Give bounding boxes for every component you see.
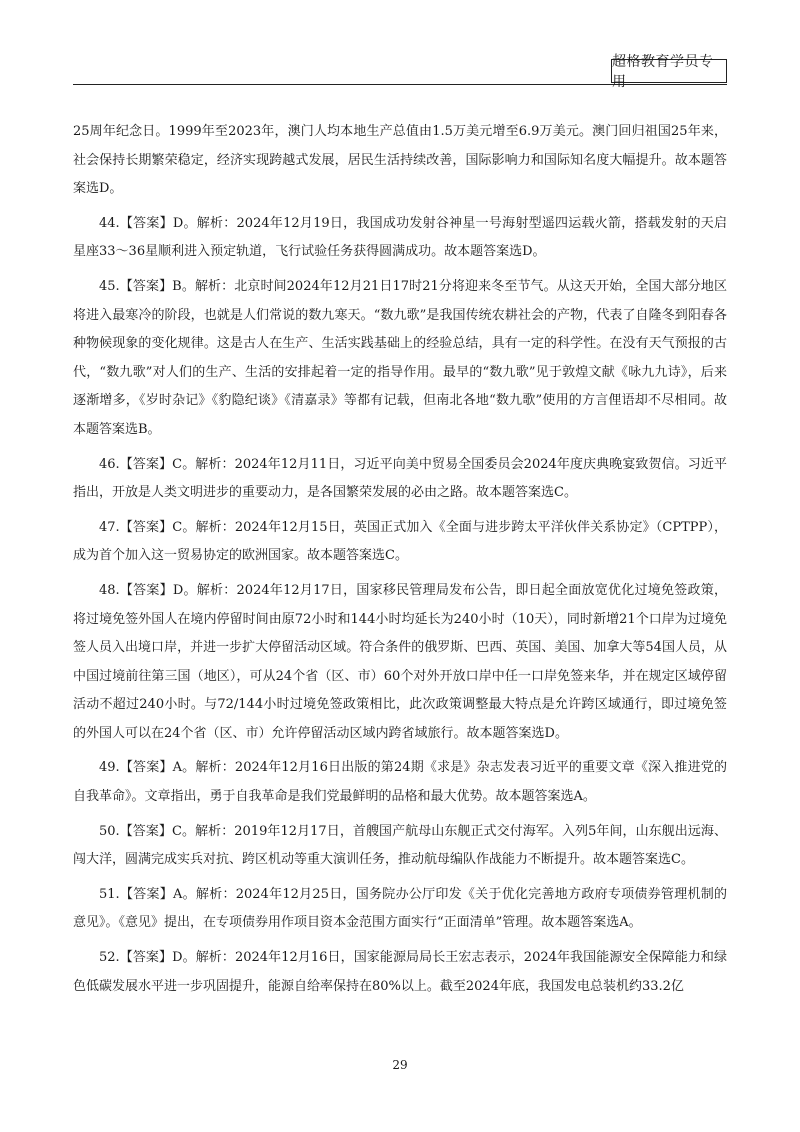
answer-47: 47.【答案】C。解析：2024年12月15日，英国正式加入《全面与进步跨太平洋伙伴关系协定》（CPTPP），成为首个加入这一贸易协定的欧洲国家。故本题答案选C。 <box>73 519 727 564</box>
answer-51: 51.【答案】A。解析：2024年12月25日，国务院办公厅印发《关于优化完善地方政府专项债券管理机制的意见》。《意见》提出，在专项债券用作项目资本金范围方面实行“正面清单”管理。故本题答案选A。 <box>73 886 727 931</box>
answer-49: 49.【答案】A。解析：2024年12月16日出版的第24期《求是》杂志发表习近平的重要文章《深入推进党的自我革命》。文章指出，勇于自我革命是我们党最鲜明的品格和最大优势。故本题答案选A。 <box>73 760 727 805</box>
answer-52: 52.【答案】D。解析：2024年12月16日，国家能源局局长王宏志表示，2024年我国能源安全保障能力和绿色低碳发展水平进一步巩固提升，能源自给率保持在80%以上。截至2024年底，我国发电总装机约33.2亿 <box>73 950 727 994</box>
answer-46: 46.【答案】C。解析：2024年12月11日，习近平向美中贸易全国委员会2024年度庆典晚宴致贺信。习近平指出，开放是人类文明进步的重要动力，是各国繁荣发展的必由之路。故本题答案选C。 <box>73 456 727 501</box>
page-number: 29 <box>392 1058 408 1072</box>
answer-45: 45.【答案】B。解析：北京时间2024年12月21日17时21分将迎来冬至节气。从这天开始，全国大部分地区将进入最寒冷的阶段，也就是人们常说的数九寒天。“数九歌”是我国传统农耕社会的产物，代表了自隆冬到阳春各种物候现象的变化规律。这是古人在生产、生活实践基础上的经验总结，具有一定的科学性。在没有天气预报的古代，“数九歌”对人们的生产、生活的安排起着一定的指导作用。最早的“数九歌”见于敦煌文献《咏九九诗》，后来逐渐增多，《岁时杂记》《豹隐纪谈》《清嘉录》等都有记载，但南北各地“数九歌”使用的方言俚语却不尽相同。故本题答案选B。 <box>73 278 727 437</box>
header-badge: 超格教育学员专用 <box>611 59 727 83</box>
header-rule <box>73 84 727 85</box>
paragraph-continuation: 25周年纪念日。1999年至2023年，澳门人均本地生产总值由1.5万美元增至6.9万美元。澳门回归祖国25年来，社会保持长期繁荣稳定，经济实现跨越式发展，居民生活持续改善，国际影响力和国际知名度大幅提升。故本题答案选D。 <box>73 124 727 197</box>
answer-50: 50.【答案】C。解析：2019年12月17日，首艘国产航母山东舰正式交付海军。入列5年间，山东舰出远海、闯大洋，圆满完成实兵对抗、跨区机动等重大演训任务，推动航母编队作战能力不断提升。故本题答案选C。 <box>73 823 727 868</box>
answer-44: 44.【答案】D。解析：2024年12月19日，我国成功发射谷神星一号海射型遥四运载火箭，搭载发射的天启星座33～36星顺利进入预定轨道，飞行试验任务获得圆满成功。故本题答案选D。 <box>73 215 727 260</box>
document-body <box>73 118 727 1007</box>
answer-48: 48.【答案】D。解析：2024年12月17日，国家移民管理局发布公告，即日起全面放宽优化过境免签政策，将过境免签外国人在境内停留时间由原72小时和144小时均延长为240小时（10天），同时新增21个口岸为过境免签人员入出境口岸，并进一步扩大停留活动区域。符合条件的俄罗斯、巴西、英国、美国、加拿大等54国人员，从中国过境前往第三国（地区），可从24个省（区、市）60个对外开放口岸中任一口岸免签来华，并在规定区域停留活动不超过240小时。与72/144小时过境免签政策相比，此次政策调整最大特点是允许跨区域通行，即过境免签的外国人可以在24个省（区、市）允许停留活动区域内跨省域旅行。故本题答案选D。 <box>73 582 727 741</box>
